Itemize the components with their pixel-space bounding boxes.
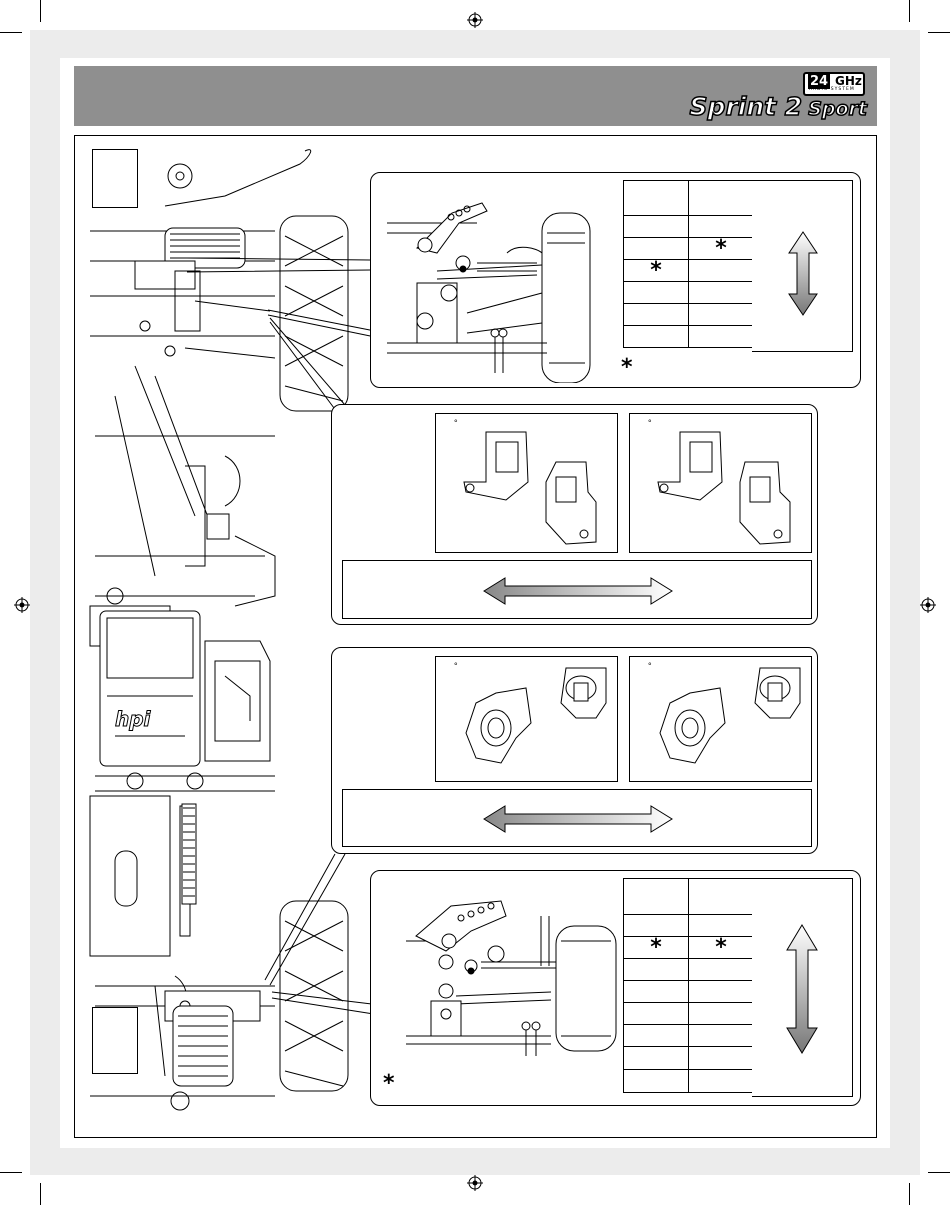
rear-hub-drawing — [650, 663, 810, 781]
front-suspension-detail — [377, 193, 617, 383]
asterisk-mark: * — [650, 258, 662, 283]
degree-mark: ° — [454, 661, 458, 671]
front-setting-table — [623, 180, 754, 348]
rear-suspension-detail — [401, 896, 621, 1056]
degree-mark: ° — [454, 418, 458, 428]
svg-text:hpi: hpi — [115, 707, 151, 731]
double-arrow-horizontal-icon — [483, 805, 673, 833]
front-caster-arrow-bar — [342, 560, 812, 619]
front-setup-panel — [370, 172, 861, 388]
degree-mark: ° — [648, 661, 652, 671]
badge-subtitle: RADIO SYSTEM — [809, 87, 855, 92]
caster-block-drawing — [650, 422, 810, 552]
rear-hub-option-a — [435, 656, 618, 782]
double-arrow-vertical-icon — [788, 231, 818, 316]
caster-option-b — [629, 413, 812, 553]
caster-option-a — [435, 413, 618, 553]
front-arrow-cell — [752, 180, 853, 352]
asterisk-mark: * — [715, 935, 727, 960]
rear-hub-arrow-bar — [342, 789, 812, 847]
rear-hub-drawing — [456, 663, 616, 781]
asterisk-mark: * — [715, 236, 727, 261]
asterisk-mark: * — [621, 355, 633, 380]
degree-mark: ° — [648, 418, 652, 428]
front-caster-panel — [331, 404, 818, 625]
model-name: Sprint 2 — [689, 92, 803, 121]
asterisk-mark: * — [650, 935, 662, 960]
rear-hub-option-b — [629, 656, 812, 782]
asterisk-mark: * — [383, 1071, 395, 1096]
rear-setup-panel — [370, 870, 861, 1106]
badge-unit: GHz — [835, 74, 862, 88]
rear-hub-panel — [331, 647, 818, 854]
rear-arrow-cell — [752, 878, 853, 1097]
rear-setting-table — [623, 878, 754, 1093]
double-arrow-vertical-icon — [786, 924, 818, 1054]
model-suffix: Sport — [808, 98, 867, 120]
double-arrow-horizontal-icon — [483, 577, 673, 605]
badge-number: 24 — [810, 74, 829, 89]
caster-block-drawing — [456, 422, 616, 552]
